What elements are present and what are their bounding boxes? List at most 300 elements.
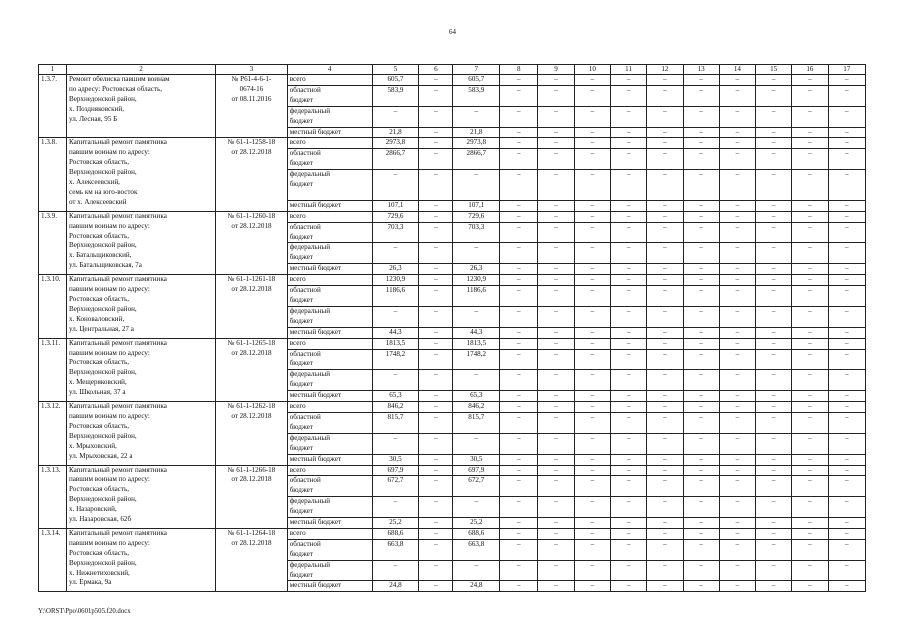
value-col-17: – — [828, 200, 865, 211]
value-col-13: – — [683, 539, 719, 560]
funding-source — [287, 127, 372, 138]
funding-source-line: бюджет — [289, 232, 313, 241]
document-number-line: от 08.11.2016 — [231, 94, 272, 103]
value-col-9: – — [538, 264, 574, 275]
value-col-14: – — [719, 497, 755, 518]
value-col-16: – — [792, 85, 828, 106]
value-col-14: – — [719, 243, 755, 264]
value-col-15: – — [756, 286, 792, 307]
value-col-15: – — [756, 138, 792, 149]
value-col-13: – — [683, 127, 719, 138]
funding-source-line: бюджет — [289, 95, 313, 104]
value-col-5: 663,8 — [372, 539, 419, 560]
object-name-line: Капитальный ремонт памятника — [68, 528, 167, 537]
funding-source — [287, 243, 372, 264]
value-col-9: – — [538, 200, 574, 211]
funding-source — [287, 211, 372, 222]
value-col-8: – — [500, 560, 538, 581]
value-col-8: – — [500, 85, 538, 106]
value-col-12: – — [647, 476, 683, 497]
value-col-6: – — [419, 412, 453, 433]
value-col-13: – — [683, 476, 719, 497]
file-path-footer: Y:\ORST\Ppo\0601p505.f20.docx — [38, 608, 131, 615]
value-col-17: – — [828, 476, 865, 497]
value-col-17: – — [828, 497, 865, 518]
table-row — [39, 338, 866, 349]
object-name-line: Ростовская область, — [68, 485, 130, 494]
value-col-12: – — [647, 518, 683, 529]
value-col-15: – — [756, 85, 792, 106]
value-col-14: – — [719, 539, 755, 560]
value-col-10: – — [574, 149, 610, 170]
funding-source-line: областной — [289, 149, 321, 158]
value-col-5: 672,7 — [372, 476, 419, 497]
document-number-line: № 61-1-1262-18 — [227, 402, 276, 411]
object-name-line: Ростовская область, — [68, 358, 130, 367]
object-name-line: ул. Школьная, 37 а — [68, 388, 126, 397]
value-col-11: – — [610, 349, 646, 370]
funding-source-line: местный бюджет — [289, 327, 342, 336]
value-col-6: – — [419, 149, 453, 170]
value-col-11: – — [610, 75, 646, 86]
table-row — [39, 75, 866, 86]
value-col-12: – — [647, 539, 683, 560]
value-col-10: – — [574, 106, 610, 127]
document-number-line: от 28.12.2018 — [231, 221, 272, 230]
value-col-17: – — [828, 349, 865, 370]
value-col-12: – — [647, 170, 683, 201]
value-col-10: – — [574, 170, 610, 201]
funding-source — [287, 476, 372, 497]
funding-source — [287, 497, 372, 518]
value-col-11: – — [610, 138, 646, 149]
value-col-6: – — [419, 454, 453, 465]
value-col-11: – — [610, 306, 646, 327]
value-col-6: – — [419, 200, 453, 211]
value-col-8: – — [500, 402, 538, 413]
value-col-12: – — [647, 497, 683, 518]
funding-source-line: федеральный — [289, 106, 330, 115]
value-col-13: – — [683, 275, 719, 286]
value-col-9: – — [538, 243, 574, 264]
value-col-12: – — [647, 286, 683, 307]
funding-source-line: бюджет — [289, 159, 313, 168]
funding-source-line: федеральный — [289, 560, 330, 569]
value-col-10: – — [574, 243, 610, 264]
value-col-5: – — [372, 497, 419, 518]
value-col-16: – — [792, 170, 828, 201]
value-col-17: – — [828, 306, 865, 327]
value-col-12: – — [647, 106, 683, 127]
funding-source — [287, 85, 372, 106]
value-col-16: – — [792, 349, 828, 370]
value-col-6: – — [419, 211, 453, 222]
value-col-8: – — [500, 222, 538, 243]
funding-source — [287, 402, 372, 413]
object-name-line: Верхнедонской район, — [68, 431, 137, 440]
value-col-9: – — [538, 581, 574, 592]
object-name-line: ул. Назаровская, 62б — [68, 515, 132, 524]
value-col-14: – — [719, 528, 755, 539]
value-col-15: – — [756, 211, 792, 222]
document-number-line: № Р61-4-6-1- — [231, 75, 272, 83]
value-col-10: – — [574, 138, 610, 149]
value-col-5: 65,3 — [372, 391, 419, 402]
value-col-17: – — [828, 243, 865, 264]
value-col-14: – — [719, 170, 755, 201]
value-col-7: 1813,5 — [453, 338, 500, 349]
value-col-9: – — [538, 286, 574, 307]
value-col-5: 1748,2 — [372, 349, 419, 370]
value-col-10: – — [574, 412, 610, 433]
table-body — [39, 65, 866, 592]
value-col-15: – — [756, 327, 792, 338]
value-col-10: – — [574, 370, 610, 391]
value-col-11: – — [610, 243, 646, 264]
value-col-17: – — [828, 275, 865, 286]
value-col-17: – — [828, 560, 865, 581]
funding-source — [287, 391, 372, 402]
value-col-17: – — [828, 75, 865, 86]
funding-source-line: местный бюджет — [289, 391, 342, 400]
object-name-line: Верхнедонской район, — [68, 495, 137, 504]
value-col-8: – — [500, 338, 538, 349]
value-col-13: – — [683, 327, 719, 338]
object-name-line: Капитальный ремонт памятника — [68, 338, 167, 347]
value-col-17: – — [828, 465, 865, 476]
value-col-17: – — [828, 264, 865, 275]
value-col-17: – — [828, 454, 865, 465]
budget-table — [38, 64, 866, 592]
value-col-10: – — [574, 433, 610, 454]
row-number: 1.3.8. — [39, 138, 67, 211]
funding-source-line: всего — [289, 402, 306, 411]
value-col-11: – — [610, 170, 646, 201]
value-col-14: – — [719, 200, 755, 211]
value-col-7: 688,6 — [453, 528, 500, 539]
value-col-14: – — [719, 349, 755, 370]
value-col-5: 703,3 — [372, 222, 419, 243]
object-name — [66, 138, 215, 211]
value-col-7: – — [453, 433, 500, 454]
value-col-5: – — [372, 243, 419, 264]
value-col-8: – — [500, 433, 538, 454]
value-col-9: – — [538, 211, 574, 222]
value-col-6: – — [419, 370, 453, 391]
value-col-16: – — [792, 402, 828, 413]
funding-source-line: всего — [289, 211, 306, 220]
value-col-9: – — [538, 222, 574, 243]
object-name — [66, 528, 215, 591]
value-col-16: – — [792, 476, 828, 497]
value-col-12: – — [647, 560, 683, 581]
funding-source-line: всего — [289, 465, 306, 474]
value-col-7: – — [453, 170, 500, 201]
value-col-13: – — [683, 138, 719, 149]
value-col-14: – — [719, 370, 755, 391]
funding-source — [287, 222, 372, 243]
funding-source-line: местный бюджет — [289, 200, 342, 209]
value-col-5: 688,6 — [372, 528, 419, 539]
value-col-17: – — [828, 518, 865, 529]
value-col-6: – — [419, 391, 453, 402]
object-name-line: Капитальный ремонт памятника — [68, 138, 167, 147]
header-col-15: 15 — [756, 65, 792, 75]
value-col-8: – — [500, 106, 538, 127]
value-col-8: – — [500, 127, 538, 138]
row-number: 1.3.13. — [39, 465, 67, 528]
funding-source-line: бюджет — [289, 549, 313, 558]
value-col-5: – — [372, 106, 419, 127]
value-col-6: – — [419, 222, 453, 243]
value-col-7: 1748,2 — [453, 349, 500, 370]
value-col-7: 2973,8 — [453, 138, 500, 149]
value-col-15: – — [756, 149, 792, 170]
value-col-8: – — [500, 497, 538, 518]
value-col-5: 24,8 — [372, 581, 419, 592]
value-col-16: – — [792, 149, 828, 170]
value-col-12: – — [647, 243, 683, 264]
value-col-13: – — [683, 560, 719, 581]
funding-source-line: областной — [289, 539, 321, 548]
value-col-5: 30,5 — [372, 454, 419, 465]
object-name-line: ул. Мрыховская, 22 а — [68, 451, 133, 460]
value-col-13: – — [683, 402, 719, 413]
value-col-5: – — [372, 370, 419, 391]
value-col-5: 846,2 — [372, 402, 419, 413]
funding-source — [287, 465, 372, 476]
value-col-5: 583,9 — [372, 85, 419, 106]
value-col-17: – — [828, 539, 865, 560]
object-name — [66, 338, 215, 401]
value-col-17: – — [828, 528, 865, 539]
value-col-13: – — [683, 149, 719, 170]
value-col-9: – — [538, 528, 574, 539]
funding-source — [287, 349, 372, 370]
value-col-16: – — [792, 528, 828, 539]
value-col-9: – — [538, 465, 574, 476]
value-col-8: – — [500, 581, 538, 592]
value-col-15: – — [756, 338, 792, 349]
value-col-10: – — [574, 264, 610, 275]
object-name-line: х. Мещеряковский, — [68, 378, 127, 387]
row-number: 1.3.10. — [39, 275, 67, 338]
value-col-11: – — [610, 412, 646, 433]
object-name — [66, 402, 215, 465]
object-name-line: Капитальный ремонт памятника — [68, 465, 167, 474]
value-col-7: 65,3 — [453, 391, 500, 402]
value-col-16: – — [792, 327, 828, 338]
value-col-10: – — [574, 476, 610, 497]
value-col-15: – — [756, 127, 792, 138]
value-col-9: – — [538, 85, 574, 106]
value-col-13: – — [683, 338, 719, 349]
value-col-6: – — [419, 433, 453, 454]
value-col-11: – — [610, 149, 646, 170]
value-col-6: – — [419, 275, 453, 286]
value-col-5: 44,3 — [372, 327, 419, 338]
header-col-16: 16 — [792, 65, 828, 75]
object-name-line: Капитальный ремонт памятника — [68, 275, 167, 284]
value-col-14: – — [719, 222, 755, 243]
value-col-16: – — [792, 286, 828, 307]
funding-source — [287, 539, 372, 560]
value-col-11: – — [610, 338, 646, 349]
value-col-14: – — [719, 286, 755, 307]
funding-source-line: всего — [289, 528, 306, 537]
value-col-14: – — [719, 85, 755, 106]
value-col-13: – — [683, 433, 719, 454]
value-col-14: – — [719, 560, 755, 581]
object-name-line: Верхнедонской район, — [68, 304, 137, 313]
funding-source-line: местный бюджет — [289, 518, 342, 527]
value-col-16: – — [792, 518, 828, 529]
value-col-6: – — [419, 465, 453, 476]
value-col-8: – — [500, 170, 538, 201]
value-col-8: – — [500, 264, 538, 275]
funding-source-line: бюджет — [289, 422, 313, 431]
value-col-11: – — [610, 454, 646, 465]
value-col-11: – — [610, 106, 646, 127]
value-col-13: – — [683, 170, 719, 201]
value-col-5: 729,6 — [372, 211, 419, 222]
value-col-6: – — [419, 349, 453, 370]
value-col-15: – — [756, 433, 792, 454]
funding-source-line: областной — [289, 476, 321, 485]
value-col-6: – — [419, 170, 453, 201]
value-col-5: 1186,6 — [372, 286, 419, 307]
object-name — [66, 75, 215, 138]
document-number — [216, 75, 288, 138]
value-col-12: – — [647, 75, 683, 86]
value-col-14: – — [719, 465, 755, 476]
value-col-12: – — [647, 581, 683, 592]
value-col-7: – — [453, 370, 500, 391]
value-col-13: – — [683, 264, 719, 275]
value-col-7: – — [453, 243, 500, 264]
value-col-13: – — [683, 370, 719, 391]
value-col-13: – — [683, 412, 719, 433]
value-col-10: – — [574, 349, 610, 370]
document-number-line: от 28.12.2018 — [231, 475, 272, 484]
value-col-6: – — [419, 327, 453, 338]
table-row — [39, 275, 866, 286]
value-col-7: 21,8 — [453, 127, 500, 138]
value-col-7: 1230,9 — [453, 275, 500, 286]
document-number-line: от 28.12.2018 — [231, 348, 272, 357]
object-name-line: Ростовская область, — [68, 421, 130, 430]
document-number — [216, 465, 288, 528]
funding-source — [287, 370, 372, 391]
value-col-10: – — [574, 338, 610, 349]
value-col-7: – — [453, 497, 500, 518]
header-col-17: 17 — [828, 65, 865, 75]
value-col-14: – — [719, 327, 755, 338]
value-col-7: 583,9 — [453, 85, 500, 106]
funding-source — [287, 581, 372, 592]
value-col-12: – — [647, 306, 683, 327]
value-col-10: – — [574, 327, 610, 338]
value-col-9: – — [538, 327, 574, 338]
value-col-7: – — [453, 306, 500, 327]
object-name-line: павшим воинам по адресу: — [68, 475, 150, 484]
value-col-11: – — [610, 211, 646, 222]
funding-source-line: местный бюджет — [289, 581, 342, 590]
value-col-6: – — [419, 75, 453, 86]
value-col-11: – — [610, 433, 646, 454]
value-col-7: 605,7 — [453, 75, 500, 86]
value-col-17: – — [828, 338, 865, 349]
object-name-line: ул. Лесная, 95 Б — [68, 114, 118, 123]
object-name-line: Капитальный ремонт памятника — [68, 211, 167, 220]
value-col-8: – — [500, 539, 538, 560]
value-col-7: 2866,7 — [453, 149, 500, 170]
document-number-line: № 61-1-1264-18 — [227, 528, 276, 537]
value-col-8: – — [500, 286, 538, 307]
value-col-6: – — [419, 85, 453, 106]
value-col-9: – — [538, 275, 574, 286]
funding-source-line: местный бюджет — [289, 454, 342, 463]
value-col-7: 846,2 — [453, 402, 500, 413]
value-col-8: – — [500, 211, 538, 222]
value-col-6: – — [419, 497, 453, 518]
value-col-9: – — [538, 433, 574, 454]
value-col-16: – — [792, 306, 828, 327]
value-col-16: – — [792, 138, 828, 149]
value-col-15: – — [756, 402, 792, 413]
value-col-17: – — [828, 138, 865, 149]
value-col-11: – — [610, 327, 646, 338]
value-col-14: – — [719, 149, 755, 170]
value-col-11: – — [610, 286, 646, 307]
value-col-16: – — [792, 539, 828, 560]
value-col-5: 605,7 — [372, 75, 419, 86]
value-col-5: 1813,5 — [372, 338, 419, 349]
funding-source-line: областной — [289, 412, 321, 421]
value-col-13: – — [683, 286, 719, 307]
value-col-7: 25,2 — [453, 518, 500, 529]
object-name-line: Верхнедонской район, — [68, 558, 137, 567]
value-col-9: – — [538, 454, 574, 465]
object-name-line: павшим воинам по адресу: — [68, 348, 150, 357]
value-col-8: – — [500, 275, 538, 286]
value-col-17: – — [828, 149, 865, 170]
funding-source — [287, 275, 372, 286]
value-col-15: – — [756, 497, 792, 518]
value-col-15: – — [756, 222, 792, 243]
value-col-5: 1230,9 — [372, 275, 419, 286]
value-col-15: – — [756, 391, 792, 402]
object-name-line: Ростовская область, — [68, 295, 130, 303]
value-col-14: – — [719, 211, 755, 222]
funding-source-line: всего — [289, 275, 306, 284]
row-number: 1.3.14. — [39, 528, 67, 591]
value-col-14: – — [719, 338, 755, 349]
object-name-line: по адресу: Ростовская область, — [68, 84, 163, 93]
funding-source-line: бюджет — [289, 359, 313, 368]
funding-source — [287, 149, 372, 170]
value-col-8: – — [500, 75, 538, 86]
value-col-17: – — [828, 85, 865, 106]
object-name-line: павшим воинам по адресу: — [68, 221, 150, 230]
header-col-4: 4 — [287, 65, 372, 75]
funding-source-line: бюджет — [289, 380, 313, 389]
value-col-5: 2866,7 — [372, 149, 419, 170]
funding-source-line: местный бюджет — [289, 264, 342, 273]
value-col-9: – — [538, 349, 574, 370]
value-col-14: – — [719, 106, 755, 127]
row-number: 1.3.9. — [39, 211, 67, 274]
